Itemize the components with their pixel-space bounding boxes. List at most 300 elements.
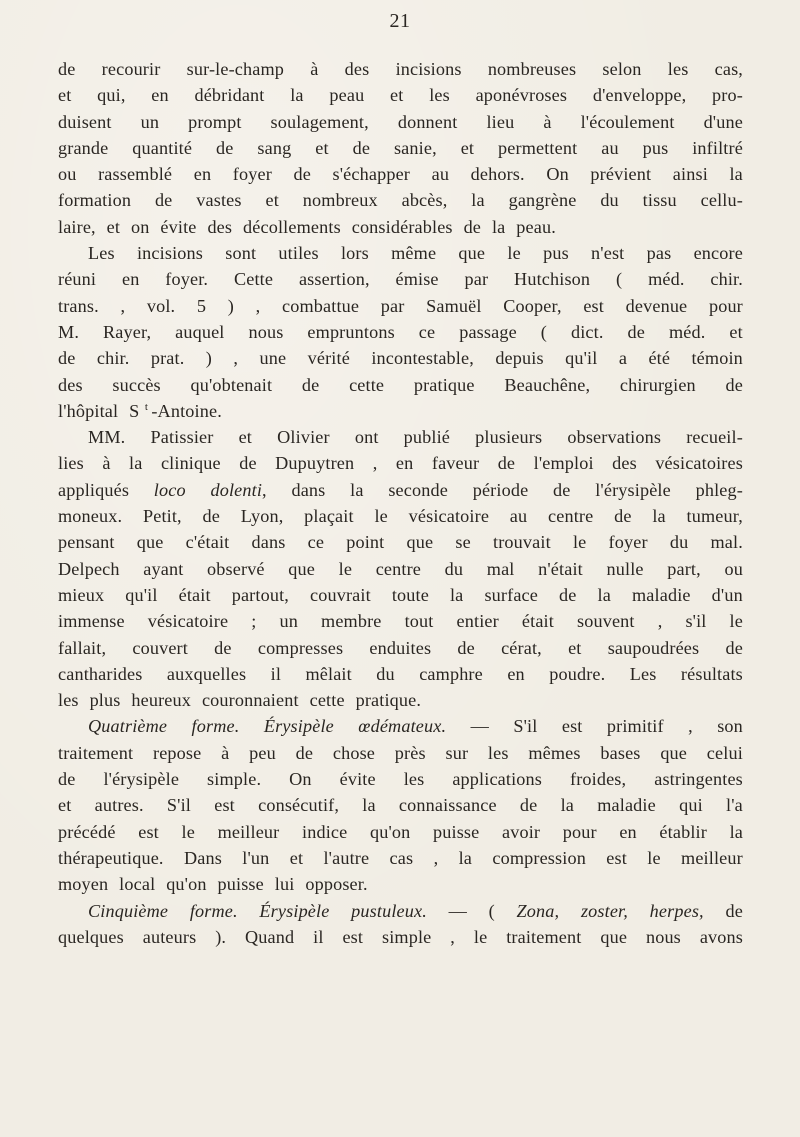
text-run: meilleur — [217, 821, 280, 842]
text-run: couronnaient — [201, 690, 299, 711]
text-run: d'une — [703, 111, 743, 132]
word — [188, 109, 241, 135]
word — [313, 924, 323, 950]
word — [538, 556, 583, 582]
word — [346, 529, 384, 555]
word — [206, 345, 212, 371]
word — [382, 924, 431, 950]
word — [595, 477, 671, 503]
word — [717, 713, 743, 739]
text-run: en — [121, 269, 140, 290]
text-run: mal. — [710, 532, 743, 553]
word — [681, 661, 743, 687]
text-run: ) — [205, 348, 213, 369]
text-line — [58, 266, 743, 292]
text-run: , — [450, 926, 455, 947]
word — [450, 924, 455, 950]
word — [710, 266, 743, 292]
word — [445, 740, 468, 766]
text-line — [58, 372, 743, 398]
word — [471, 161, 525, 187]
text-run: , — [688, 716, 693, 737]
text-run: et — [460, 137, 475, 158]
word — [710, 529, 742, 555]
word — [668, 56, 689, 82]
word — [461, 135, 474, 161]
word — [673, 161, 708, 187]
text-run: observé — [207, 558, 265, 579]
text-run: du — [376, 663, 395, 684]
text-run: applications — [452, 769, 543, 790]
text-run: sont — [225, 243, 257, 264]
word — [565, 345, 597, 371]
word — [112, 372, 160, 398]
word — [154, 477, 186, 503]
text-run: à — [543, 111, 552, 132]
text-run: froides, — [569, 769, 627, 790]
text-run: foyer. — [165, 269, 209, 290]
text-run: de — [627, 321, 645, 342]
text-run: résultats — [680, 663, 743, 684]
word — [474, 924, 487, 950]
text-run: par — [380, 295, 405, 316]
text-run: meilleur — [681, 847, 743, 868]
word — [356, 687, 427, 713]
text-run: Samuël — [426, 295, 482, 316]
word — [132, 635, 188, 661]
text-run: chose — [332, 742, 376, 763]
text-run: en — [395, 453, 414, 474]
word — [434, 845, 439, 871]
word — [265, 187, 278, 213]
word — [396, 56, 462, 82]
word — [218, 871, 270, 897]
text-run: repose — [153, 742, 202, 763]
italic-text: Quatrième — [88, 716, 168, 737]
word — [290, 82, 303, 108]
text-run: formation — [58, 190, 132, 211]
word — [484, 582, 538, 608]
word — [655, 450, 743, 476]
word — [90, 687, 126, 713]
text-run: est — [606, 847, 627, 868]
word — [475, 424, 542, 450]
text-run: Cooper, — [503, 295, 562, 316]
text-run: pratique — [413, 374, 475, 395]
word — [131, 687, 196, 713]
text-run: primitif — [606, 716, 664, 737]
text-run: faveur — [431, 453, 480, 474]
word — [520, 792, 537, 818]
word — [561, 792, 574, 818]
text-run: de — [293, 164, 311, 185]
word — [626, 293, 688, 319]
text-run: prat. — [150, 348, 185, 369]
text-run: ; — [251, 611, 257, 632]
text-run: nombreuses — [487, 59, 577, 79]
text-run: Dans — [183, 847, 222, 868]
word — [190, 372, 272, 398]
text-run: que — [458, 243, 486, 264]
text-run: ont — [354, 427, 379, 448]
text-run: vésicatoire — [408, 506, 490, 527]
word — [278, 240, 318, 266]
word — [275, 450, 354, 476]
word — [395, 266, 438, 292]
word — [132, 135, 192, 161]
word — [308, 529, 324, 555]
text-run: son — [717, 716, 743, 737]
text-run: n'est — [591, 243, 625, 264]
word — [433, 819, 479, 845]
text-run: astringentes — [654, 769, 743, 790]
word — [522, 608, 554, 634]
text-run: le — [507, 243, 521, 264]
word — [194, 82, 264, 108]
text-run: considérables — [351, 216, 453, 237]
text-run: évite — [339, 769, 376, 790]
word — [659, 819, 707, 845]
word — [686, 424, 743, 450]
text-run: maladie — [597, 795, 656, 816]
text-run: de — [216, 137, 234, 158]
word — [207, 556, 265, 582]
text-run: du — [600, 190, 619, 211]
word — [275, 871, 300, 897]
text-run: quantité — [132, 137, 193, 158]
text-run: quelques — [58, 926, 124, 947]
text-run: cette — [349, 374, 385, 395]
word — [233, 345, 238, 371]
word: S t -Antoine. — [129, 398, 227, 424]
word — [593, 82, 686, 108]
word — [687, 503, 743, 529]
text-run: méd. — [648, 269, 685, 290]
text-run: abcès, — [401, 190, 448, 211]
word — [504, 372, 590, 398]
text-run: des — [58, 374, 83, 395]
text-run: tout — [404, 611, 434, 632]
word — [184, 845, 222, 871]
text-run: de — [725, 637, 743, 658]
word — [58, 924, 124, 950]
word — [414, 372, 475, 398]
text-run: l'hôpital — [58, 400, 119, 421]
text-run: et — [265, 190, 279, 211]
word — [709, 293, 743, 319]
word — [58, 319, 79, 345]
word — [245, 924, 294, 950]
text-run: que — [600, 926, 628, 947]
text-line — [58, 503, 743, 529]
word — [271, 661, 281, 687]
text-run: On — [546, 164, 569, 185]
word — [498, 135, 577, 161]
text-run: à — [221, 742, 230, 763]
text-run: il — [313, 926, 324, 947]
text-run: cellu- — [700, 190, 743, 211]
text-run: avons — [699, 926, 743, 947]
text-run: un — [140, 111, 160, 132]
text-run: encore — [693, 243, 743, 264]
text-run: qu'on — [166, 874, 207, 895]
text-run: de — [295, 742, 314, 763]
word — [726, 792, 743, 818]
text-run: vol. — [146, 295, 176, 316]
text-run: Les — [88, 243, 115, 264]
text-run: depuis — [495, 348, 544, 369]
text-run: observations — [567, 427, 662, 448]
word — [381, 293, 405, 319]
italic-text: œdémateux. — [358, 716, 447, 737]
text-run: l'emploi — [533, 453, 594, 474]
text-run: et — [568, 637, 582, 658]
word — [455, 529, 470, 555]
text-line — [58, 687, 743, 713]
word — [290, 845, 303, 871]
text-run: l'érysipèle — [595, 479, 671, 500]
word — [182, 819, 195, 845]
text-run: cantharides — [58, 663, 143, 684]
text-run: simple — [382, 926, 432, 947]
word — [239, 424, 252, 450]
word — [514, 266, 590, 292]
word — [374, 503, 387, 529]
word — [151, 345, 185, 371]
italic-text: forme. — [191, 716, 240, 737]
word — [492, 214, 511, 240]
text-run: ce — [418, 321, 436, 342]
text-run: entier — [456, 611, 499, 632]
word — [432, 161, 449, 187]
text-run: partout, — [231, 584, 289, 605]
word — [652, 503, 665, 529]
text-run: gangrène — [508, 190, 577, 211]
word — [597, 792, 656, 818]
text-run: sur-le-champ — [186, 59, 285, 79]
text-run: est — [138, 821, 159, 842]
word — [333, 161, 410, 187]
text-run: la — [449, 584, 464, 605]
text-run: le — [572, 532, 587, 553]
text-run: Les — [629, 663, 657, 684]
text-line — [58, 450, 743, 476]
text-run: pro- — [712, 85, 743, 106]
text-run: de — [553, 479, 571, 500]
word — [607, 556, 644, 582]
word — [260, 345, 287, 371]
text-run: était — [521, 611, 554, 632]
text-run: phleg- — [695, 479, 743, 500]
text-run: la — [129, 453, 143, 474]
word — [167, 661, 246, 687]
word — [598, 582, 611, 608]
text-line — [58, 661, 743, 687]
word — [681, 845, 743, 871]
text-run: ) — [227, 295, 234, 316]
word — [394, 135, 437, 161]
word — [458, 240, 485, 266]
text-run: cas, — [714, 59, 743, 79]
text-run: de — [301, 374, 320, 395]
word — [630, 661, 657, 687]
text-run: saupoudrées — [607, 637, 700, 658]
word — [506, 924, 581, 950]
text-run: part, — [667, 558, 701, 579]
text-run: peau — [329, 85, 365, 106]
word — [102, 56, 161, 82]
word — [691, 345, 742, 371]
text-line — [58, 898, 743, 924]
text-line — [58, 187, 743, 213]
text-line — [58, 713, 743, 739]
text-run: prompt — [188, 111, 242, 132]
text-run: les — [429, 85, 450, 106]
word — [228, 293, 234, 319]
word — [138, 819, 159, 845]
word — [302, 819, 347, 845]
text-run: l'érysipèle — [103, 769, 180, 790]
word — [602, 56, 641, 82]
word — [259, 898, 329, 924]
word — [488, 56, 576, 82]
text-run: et — [390, 85, 404, 106]
word — [293, 161, 310, 187]
word — [196, 187, 241, 213]
text-run: des — [344, 59, 370, 79]
word — [210, 477, 266, 503]
text-run: pensant — [58, 532, 115, 553]
word — [432, 450, 479, 476]
text-run: est — [561, 716, 583, 737]
text-run: couvrait — [310, 584, 371, 605]
text-run: , — [255, 295, 261, 316]
text-run: pus — [543, 243, 569, 264]
text-run: foyer — [608, 532, 648, 553]
word — [207, 766, 261, 792]
text-run: la — [471, 190, 485, 211]
word — [476, 82, 568, 108]
word — [388, 477, 448, 503]
word — [571, 319, 604, 345]
text-run: de — [497, 453, 516, 474]
text-run: recueil- — [686, 427, 743, 448]
text-run: incontestable, — [371, 348, 474, 369]
text-run: la — [458, 847, 473, 868]
word — [419, 319, 435, 345]
text-run: peu — [249, 742, 276, 763]
word — [58, 661, 142, 687]
word — [350, 477, 363, 503]
word — [58, 792, 71, 818]
text-run: chirurgien — [619, 374, 696, 395]
text-run: puisse — [433, 821, 480, 842]
text-run: traitement — [58, 742, 134, 763]
text-run: On — [289, 769, 312, 790]
word — [239, 450, 256, 476]
text-run: mieux — [58, 584, 105, 605]
word — [58, 687, 84, 713]
word — [543, 109, 551, 135]
word — [147, 293, 175, 319]
word — [488, 740, 509, 766]
word — [258, 635, 343, 661]
text-line — [58, 214, 743, 240]
word — [137, 529, 164, 555]
word — [647, 845, 660, 871]
word — [233, 161, 272, 187]
word — [155, 187, 172, 213]
word — [58, 766, 75, 792]
text-run: avoir — [502, 821, 541, 842]
text-run: et — [106, 216, 121, 237]
text-run: et — [238, 427, 253, 448]
word — [568, 635, 581, 661]
word — [125, 582, 157, 608]
word — [252, 529, 286, 555]
word — [600, 924, 627, 950]
text-run: Rayer, — [103, 321, 152, 342]
word — [167, 792, 191, 818]
word — [395, 740, 426, 766]
word — [323, 845, 369, 871]
word — [122, 266, 139, 292]
text-run: cas — [389, 847, 414, 868]
word — [58, 740, 133, 766]
italic-text: dolenti — [210, 479, 263, 500]
text-run: surface — [484, 584, 539, 605]
text-line — [58, 608, 743, 634]
text-run: pour — [562, 821, 597, 842]
text-run: prévient — [590, 164, 652, 185]
text-run: de — [239, 453, 257, 474]
text-run: la — [652, 506, 666, 527]
word — [405, 608, 434, 634]
word — [516, 214, 561, 240]
text-run: de — [154, 190, 173, 211]
word — [234, 266, 273, 292]
text-line — [58, 792, 743, 818]
text-run: cette — [309, 690, 345, 711]
word — [120, 293, 125, 319]
text-run: de — [457, 637, 475, 658]
word — [559, 582, 576, 608]
text-run: plus — [89, 690, 121, 711]
word — [315, 135, 328, 161]
word — [342, 924, 363, 950]
text-run: ayant — [143, 558, 184, 579]
word — [573, 529, 586, 555]
text-run: c'était — [185, 532, 230, 553]
word — [187, 56, 284, 82]
word — [658, 608, 663, 634]
text-run: fallait, — [58, 637, 107, 658]
word — [277, 424, 330, 450]
word — [616, 266, 622, 292]
text-run: qu'il — [565, 348, 598, 369]
word — [391, 240, 436, 266]
text-run: infiltré — [692, 137, 743, 158]
text-run: de — [463, 216, 482, 237]
text-run: la — [362, 795, 376, 816]
text-run: 5 — [196, 295, 207, 316]
text-run: simple. — [207, 769, 262, 790]
word — [289, 766, 312, 792]
word — [203, 503, 220, 529]
word — [392, 582, 429, 608]
word — [279, 608, 298, 634]
text-run: S'il — [166, 795, 192, 816]
